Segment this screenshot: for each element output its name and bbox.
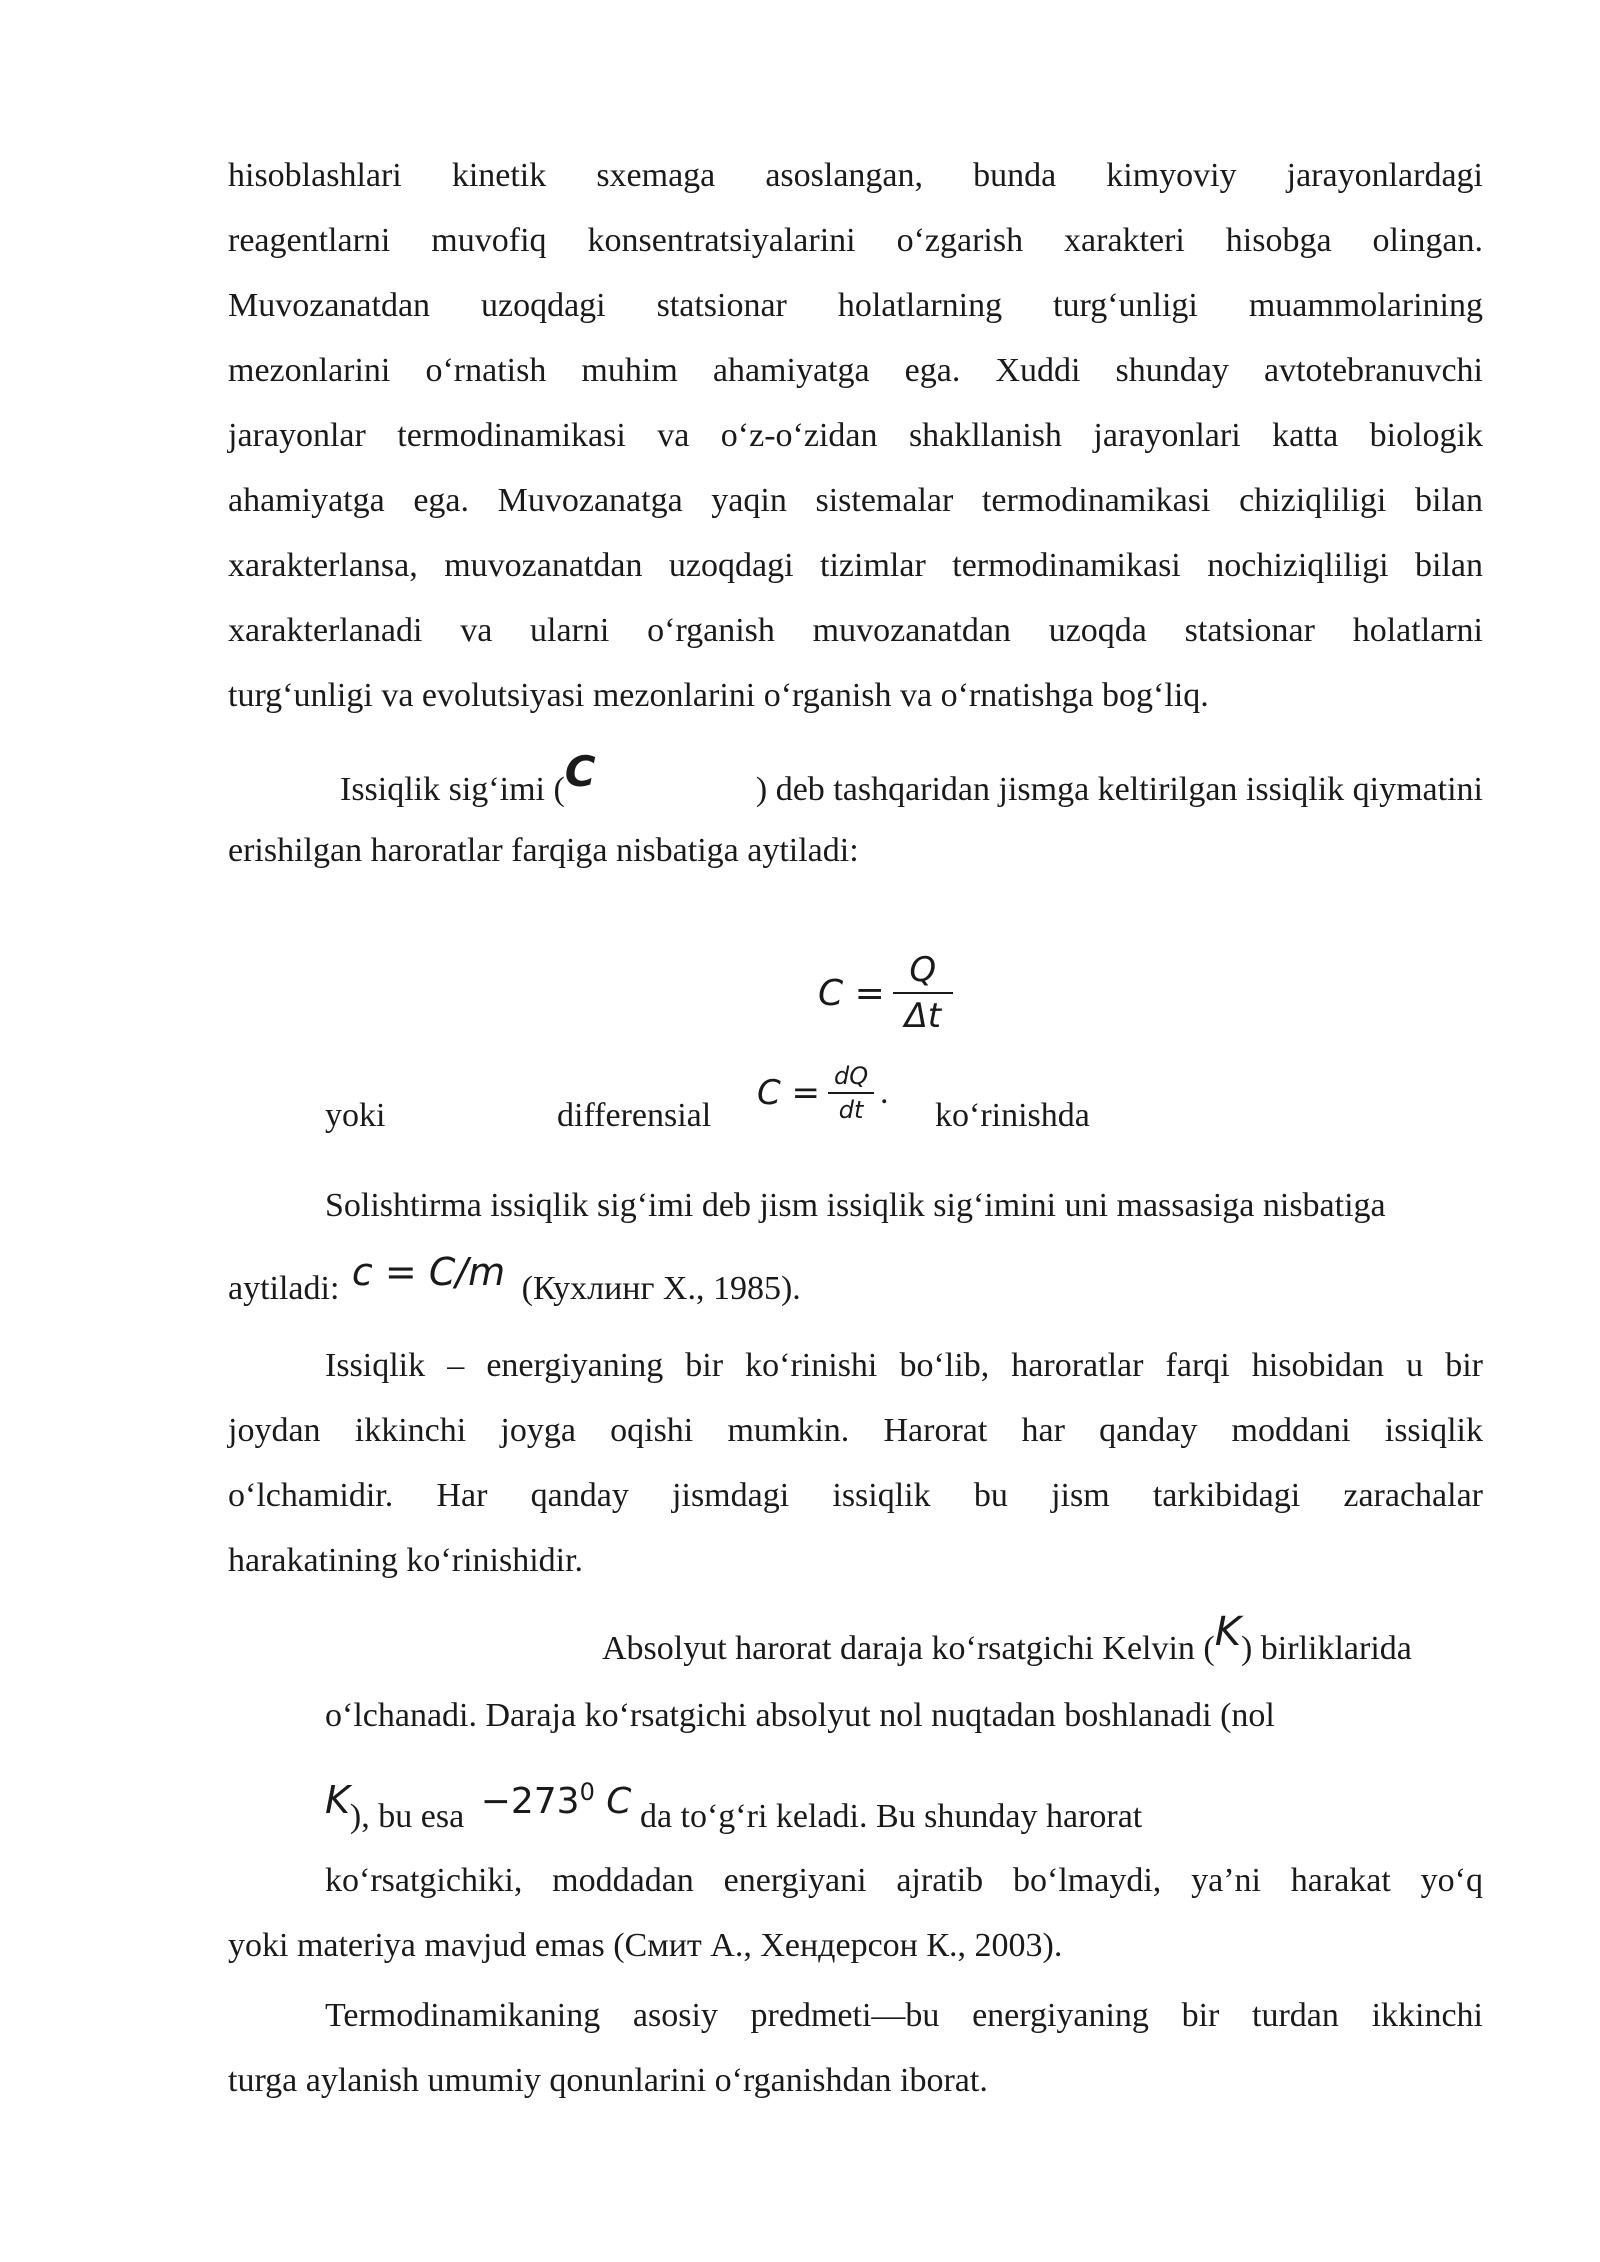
specific-heat-line-2 bbox=[228, 1250, 1483, 1309]
formula-heat-capacity bbox=[818, 950, 953, 1036]
thermo-line-2: turga aylanish umumiy qonunlarini o‘rganishdan iborat. bbox=[228, 2062, 988, 2099]
absolute-line-4: ko‘rsatgichiki, moddadan energiyani ajratib bo‘lmaydi, ya’ni harakat yo‘q bbox=[325, 1862, 1483, 1899]
absolute-bu-esa: ), bu esa bbox=[349, 1798, 465, 1835]
absolute-line-2: o‘lchanadi. Daraja ko‘rsatgichi absolyut nol nuqtadan boshlanadi (nol bbox=[325, 1697, 1275, 1734]
specific-heat-formula: c = C/m bbox=[351, 1250, 506, 1294]
paragraph1-line-2: reagentlarni muvofiq konsentratsiyalarini o‘zgarish xarakteri hisobga olingan. bbox=[228, 222, 1483, 259]
heat-capacity-line-1 bbox=[340, 747, 1483, 810]
paragraph1-line-1: hisoblashlari kinetik sxemaga asoslangan, bunda kimyoviy jarayonlardagi bbox=[228, 157, 1483, 194]
symbol-K-zero: K bbox=[325, 1778, 350, 1822]
absolute-line-5: yoki materiya mavjud emas (Смит А., Хендерсон К., 2003). bbox=[228, 1927, 1063, 1964]
thermo-line-1: Termodinamikaning asosiy predmeti—bu energiyaning bir turdan ikkinchi bbox=[325, 1997, 1483, 2034]
specific-heat-citation: (Кухлинг Х., 1985). bbox=[521, 1270, 801, 1307]
temperature-value: $-273^0$ C bbox=[480, 1778, 632, 1822]
heat-paragraph-line-2: joydan ikkinchi joyga oqishi mumkin. Harorat har qanday moddani issiqlik bbox=[228, 1412, 1483, 1449]
paragraph1-line-9: turg‘unligi va evolutsiyasi mezonlarini o‘rganish va o‘rnatishga bog‘liq. bbox=[228, 677, 1209, 714]
formula2-numerator: dQ bbox=[833, 1062, 869, 1090]
heat-capacity-text-a: Issiqlik sig‘imi ( bbox=[340, 771, 565, 808]
fraction-bar bbox=[893, 992, 953, 994]
symbol-K: K bbox=[1214, 1609, 1241, 1655]
absolute-text-b: ) birliklarida bbox=[1240, 1630, 1412, 1667]
absolute-line-1 bbox=[602, 1609, 1412, 1669]
formula2-denominator: dt bbox=[838, 1096, 864, 1124]
absolute-text-a: Absolyut harorat daraja ko‘rsatgichi Kelvin ( bbox=[602, 1630, 1215, 1667]
paragraph1-line-4: mezonlarini o‘rnatish muhim ahamiyatga ega. Xuddi shunday avtotebranuvchi bbox=[228, 352, 1483, 389]
formula2-lhs: C = bbox=[757, 1073, 821, 1113]
korinishda-word: ko‘rinishda bbox=[935, 1097, 1090, 1134]
specific-heat-line-1: Solishtirma issiqlik sig‘imi deb jism issiqlik sig‘imini uni massasiga nisbatiga bbox=[325, 1187, 1386, 1224]
formula-differential bbox=[757, 1062, 889, 1124]
formula2-fraction bbox=[828, 1062, 874, 1124]
differensial-word: differensial bbox=[557, 1097, 712, 1134]
specific-heat-aytiladi: aytiladi: bbox=[228, 1270, 340, 1307]
heat-paragraph-line-1: Issiqlik – energiyaning bir ko‘rinishi bo‘lib, haroratlar farqi hisobidan u bir bbox=[325, 1347, 1483, 1384]
heat-paragraph-line-3: o‘lchamidir. Har qanday jismdagi issiqlik bu jism tarkibidagi zarachalar bbox=[228, 1477, 1483, 1514]
heat-capacity-line-2: erishilgan haroratlar farqiga nisbatiga aytiladi: bbox=[228, 832, 859, 869]
yoki-word: yoki bbox=[325, 1097, 386, 1134]
formula1-denominator: Δt bbox=[904, 996, 942, 1036]
formula1-numerator: Q bbox=[909, 950, 937, 990]
symbol-C: C bbox=[564, 747, 596, 796]
absolute-line-3 bbox=[325, 1778, 1143, 1837]
paragraph1-line-7: xarakterlansa, muvozanatdan uzoqdagi tizimlar termodinamikasi nochiziqliligi bilan bbox=[228, 547, 1483, 584]
paragraph1-line-5: jarayonlar termodinamikasi va o‘z-o‘zidan shakllanish jarayonlari katta biologik bbox=[228, 417, 1483, 454]
formula1-lhs: C = bbox=[818, 972, 885, 1014]
formula1-fraction bbox=[893, 950, 953, 1036]
fraction-bar bbox=[828, 1092, 874, 1094]
heat-capacity-text-b: ) deb tashqaridan jismga keltirilgan issiqlik qiymatini bbox=[755, 771, 1483, 808]
paragraph1-line-6: ahamiyatga ega. Muvozanatga yaqin sistemalar termodinamikasi chiziqliligi bilan bbox=[228, 482, 1483, 519]
heat-paragraph-line-4: harakatining ko‘rinishidir. bbox=[228, 1542, 584, 1579]
paragraph1-line-8: xarakterlanadi va ularni o‘rganish muvozanatdan uzoqda statsionar holatlarni bbox=[228, 612, 1483, 649]
formula2-dot: . bbox=[880, 1074, 889, 1111]
absolute-text-c: da to‘g‘ri keladi. Bu shunday harorat bbox=[639, 1798, 1143, 1835]
paragraph1-line-3: Muvozanatdan uzoqdagi statsionar holatlarning turg‘unligi muammolarining bbox=[228, 287, 1483, 324]
